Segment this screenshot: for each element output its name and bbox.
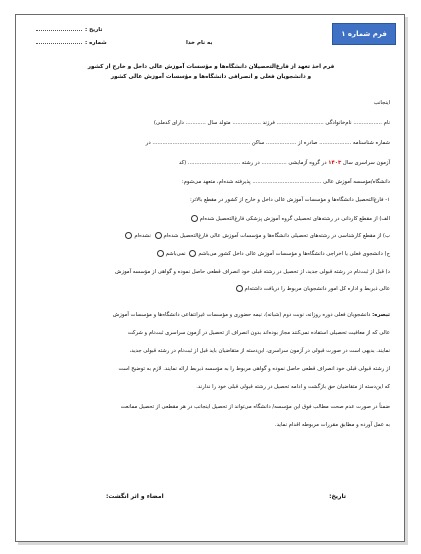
date-label: تاریخ :: [85, 27, 103, 33]
exam-year: ۱۴۰۳: [328, 160, 342, 166]
form-number-badge: فرم شماره ۱: [332, 23, 396, 45]
closing-line: به عمل آورده و مطابق مقررات مربوطه اقدام نماید.: [274, 422, 390, 428]
number-label: شماره :: [85, 40, 107, 46]
form-title-line2: و دانشجویان فعلی و انصرافی دانشگاه‌ها و مؤسسات آموزش عالی کشور: [110, 74, 312, 80]
option-c: [38, 250, 390, 258]
body-line: نام ................. نام‌خانوادگی ............................ فرزند ................. متولد سال ............ دارای کدملی): [153, 120, 390, 126]
body-line: [38, 159, 390, 167]
note-line: [38, 311, 390, 319]
note-label: تبصره:: [372, 312, 390, 318]
option-d-cont: [38, 285, 390, 293]
basmala: به نام خدا: [186, 40, 213, 46]
body-line: اینجانب: [373, 100, 390, 106]
option-b-no-label: نشده‌ام: [134, 233, 151, 239]
form-page: [15, 14, 405, 542]
date-field: [36, 26, 102, 33]
option-c-yes-radio[interactable]: [189, 250, 196, 257]
number-field: [36, 39, 107, 46]
option-c-no-label: نمی‌باشم: [165, 251, 186, 257]
option-d: د) قبل از ثبت‌نام در رشته قبولی جدید، از تحصیل در رشته قبلی خود انصراف قطعی حاصل نموده و گواهی از مؤسسه آموزش: [115, 269, 390, 275]
date-line: [36, 26, 82, 31]
option-b-no-radio[interactable]: [125, 232, 132, 239]
closing-line: ضمناً در صورت عدم صحت مطالب فوق این مؤسسه/ دانشگاه می‌تواند از تحصیل اینجانب در هر مقطعی از تحصیل ممانعت: [120, 404, 390, 410]
option-a-text: الف) از مقطع کاردانی در رشته‌های تحصیلی گروه آموزش پزشکی فارغ‌التحصیل شده‌ام: [199, 216, 390, 222]
exam-year-label: آزمون سراسری سال: [342, 160, 390, 166]
note-line: از رشته قبولی قبلی خود انصراف قطعی حاصل نموده و گواهی مربوط را به مؤسسه ذیربط ارائه نمایند. لازم به توضیح است: [118, 366, 390, 372]
option-b: [38, 232, 390, 240]
note-line: عالی که از معافیت تحصیلی استفاده نمی‌کنند مجاز بوده‌اند بدون انصراف از تحصیل در آزمون سراسری ثبت‌نام و شرکت: [127, 330, 390, 336]
note-text: دانشجویان فعلی دوره روزانه، نوبت دوم (شبانه)، نیمه حضوری و مؤسسات غیرانتفاعی دانشگاه‌ها و مؤسسات آموزش: [112, 312, 371, 318]
body-line: ۱- فارغ‌التحصیل دانشگاه‌ها و مؤسسات آموزش عالی داخل و خارج از کشور در مقطع بالاتر:: [189, 197, 390, 203]
option-c-no-radio[interactable]: [157, 250, 164, 257]
note-line: نمایند. بدیهی است در صورت قبولی در آزمون سراسری، این‌دسته از متقاضیان باید قبل از ثبت‌نام در رشته قبولی جدید،: [129, 348, 390, 354]
option-d-cont-text: عالی ذیربط و اداره کل امور دانشجویان مربوط را دریافت داشته‌ام: [244, 286, 390, 292]
body-line: دانشگاه/مؤسسه آموزش عالی ......................................... پذیرفته شده‌ام، متعهد می‌شوم:: [181, 179, 390, 185]
option-b-yes-radio[interactable]: [155, 232, 162, 239]
note-line: که این‌دسته از متقاضیان حق بازگشت و ادامه تحصیل در رشته قبولی قبلی خود را ندارند.: [196, 384, 390, 390]
signature-label: امضاء و اثر انگشت:: [106, 493, 164, 500]
option-a: [38, 215, 390, 223]
body-line: شماره شناسنامه ................... صادره از .................. ساکن .......................................................... در: [145, 140, 390, 146]
option-b-text: ب) از مقطع کارشناسی در رشته‌های تحصیلی دانشگاه‌ها و مؤسسات آموزش عالی فارغ‌التحصیل شده‌ام: [163, 233, 390, 239]
number-line: [36, 39, 82, 44]
option-c-text: ج) دانشجوی فعلی یا اخراجی دانشگاه‌ها و مؤسسات آموزش عالی داخل کشور می‌باشم: [198, 251, 390, 257]
option-a-radio[interactable]: [191, 215, 198, 222]
exam-group-text: در گروه آزمایشی ............... در رشته ............................... (کد: [178, 160, 327, 166]
form-title-line1: فرم اخذ تعهد از فارغ‌التحصیلان دانشگاه‌ها و مؤسسات آموزش عالی داخل و خارج از کشور: [87, 64, 335, 70]
option-d-radio[interactable]: [236, 285, 243, 292]
signature-date-label: تاریخ:: [329, 493, 346, 500]
